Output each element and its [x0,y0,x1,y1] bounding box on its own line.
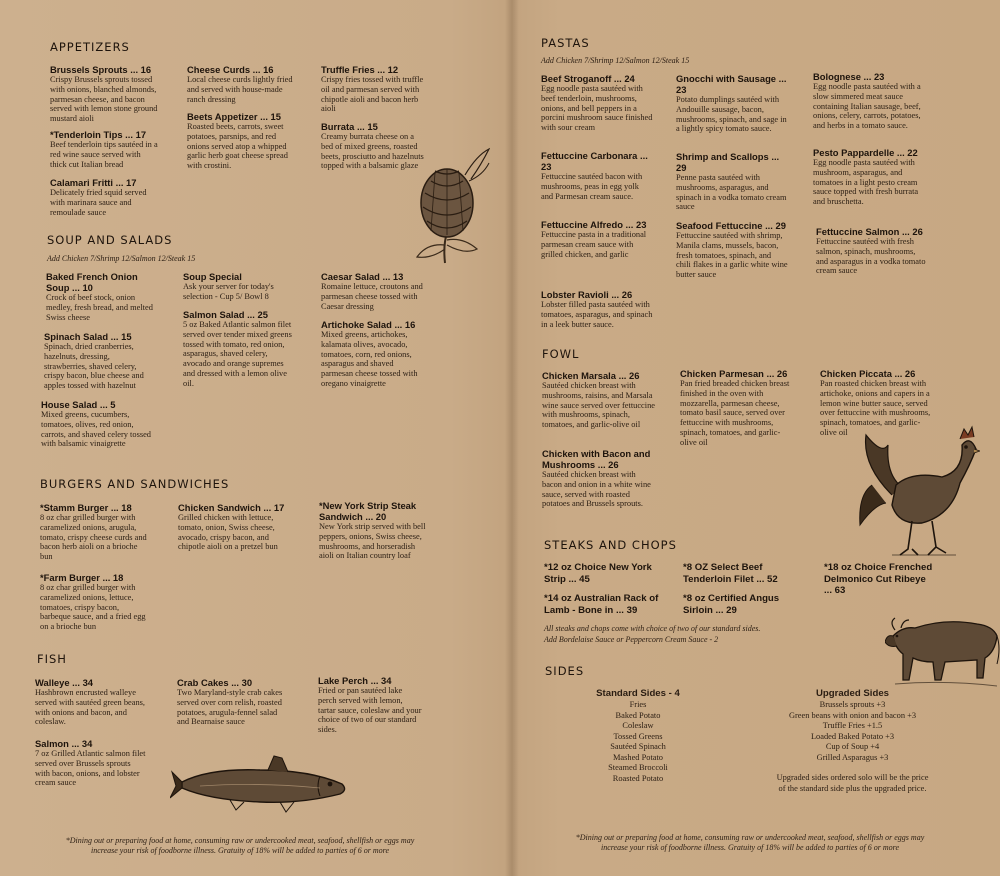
menu-item [178,502,290,552]
item-name: *Stamm Burger ... 18 [40,502,132,513]
menu-item [321,64,425,114]
side-item: Loaded Baked Potato +3 [810,731,895,741]
side-item: Truffle Fries +1.5 [822,721,883,730]
pastas-add-note: Add Chicken 7/Shrimp 12/Salmon 12/Steak 15 [541,56,690,65]
item-desc: Mixed greens, cucumbers, tomatoes, olives, red onion, carrots, and shaved celery tossed with balsamic vinaigrette [41,410,151,449]
side-item: Grilled Asparagus +3 [816,752,889,762]
side-item: Green beans with onion and bacon +3 [788,710,917,720]
side-item: Baked Potato [615,710,661,720]
item-name: Baked French Onion Soup ... 10 [46,271,138,293]
item-name: Truffle Fries ... 12 [321,64,399,75]
item-name: Brussels Sprouts ... 16 [50,64,152,75]
item-desc: Pan fried breaded chicken breast finished in the oven with mozzarella, parmesan cheese, tomato basil sauce, served over fettuccine with mushrooms, spinach, tomatoes, and garlic-olive oil [680,379,790,447]
sides-heading: SIDES [545,664,585,678]
item-desc: Pan roasted chicken breast with artichoke, onions and capers in a lemon wine butter sauce, served over fettuccine with mushrooms, spinach, tomatoes, and garlic-olive oil [820,379,931,437]
item-desc: New York strip served with bell peppers, onions, Swiss cheese, mushrooms, and horseradish aioli on Italian country loaf [319,522,426,561]
side-item: Fries [629,700,647,709]
menu-item [177,677,289,727]
side-item: Coleslaw [622,721,654,730]
upgraded-sides-title: Upgraded Sides [815,688,890,699]
item-name: Salmon Salad ... 25 [183,309,268,320]
steak-item: *18 oz Choice Frenched Delmonico Cut Ribeye ... 63 [824,562,933,597]
item-desc: Fettuccine sautéed with shrimp, Manila clams, mussels, bacon, fresh tomatoes, spinach, and chili flakes in a garlic white wine butter sauce [676,231,788,280]
item-desc: Spinach, dried cranberries, hazelnuts, dressing, strawberries, shaved celery, crispy bacon, blue cheese and apples tossed with hazelnut [44,342,144,391]
steak-item: *8 OZ Select Beef Tenderloin Filet ... 52 [683,562,778,585]
menu-item [35,677,145,727]
menu-item [676,151,790,212]
soups-add-note: Add Chicken 7/Shrimp 12/Salmon 12/Steak 15 [47,254,196,263]
steaks-heading: STEAKS AND CHOPS [544,538,677,552]
item-desc: Penne pasta sautéed with mushrooms, asparagus, and spinach in a vodka tomato cream sauce [676,173,787,212]
menu-item [816,226,928,276]
upgraded-sides [770,688,935,794]
disclaimer-right [540,833,960,853]
menu-item [541,73,657,133]
menu-item [676,220,788,280]
item-name: Cheese Curds ... 16 [187,64,274,75]
menu-item [46,271,158,322]
menu-item [542,448,654,509]
item-name: Chicken Piccata ... 26 [820,368,916,379]
menu-item [50,64,160,124]
item-desc: Egg noodle pasta sautéed with a slow simmered meat sauce containing Italian sausage, beef, onions, celery, carrots, potatoes, and herbs in a tomato sauce. [813,82,921,131]
item-desc: Fettuccine sautéed with fresh salmon, spinach, mushrooms, and asparagus in a vodka tomato cream sauce [816,237,926,276]
item-name: Shrimp and Scallops ... 29 [676,151,780,173]
item-name: *New York Strip Steak Sandwich ... 20 [319,500,417,522]
item-desc: 5 oz Baked Atlantic salmon filet served over tender mixed greens tossed with tomato, red onion, asparagus, shaved celery, avocado and orange supremes and dressed with a lemon olive oil. [183,320,292,388]
item-name: Crab Cakes ... 30 [177,677,253,688]
item-name: Walleye ... 34 [35,677,94,688]
side-item: Brussels sprouts +3 [819,700,886,709]
menu-item [50,129,158,169]
item-name: Artichoke Salad ... 16 [321,319,416,330]
menu-item [321,319,425,389]
steak-item: *14 oz Australian Rack of Lamb - Bone in ... 39 [544,593,659,616]
disclaimer-line2: increase your risk of foodborne illness. Gratuity of 18% will be added to parties of 6 or more [90,846,390,855]
item-name: Spinach Salad ... 15 [44,331,132,342]
fish-heading: FISH [37,652,67,666]
item-desc: Delicately fried squid served with marinara sauce and remoulade sauce [50,188,147,217]
side-item: Steamed Broccoli [608,763,668,772]
menu-item [35,738,147,788]
disclaimer-line1: *Dining out or preparing food at home, consuming raw or undercooked meat, seafood, shellfish or eggs may [575,833,925,842]
item-desc: Sautéed chicken breast with bacon and onion in a white wine sauce, served with roasted potatoes and Brussels sprouts. [542,470,651,509]
item-name: Bolognese ... 23 [813,71,885,82]
item-desc: Crispy fries tossed with truffle oil and parmesan served with chipotle aioli and bacon herb aioli [321,75,424,114]
menu-item [541,289,657,329]
item-name: Lobster Ravioli ... 26 [541,289,633,300]
item-name: Seafood Fettuccine ... 29 [676,220,786,231]
item-name: Fettuccine Salmon ... 26 [816,226,923,237]
upgraded-note-1: Upgraded sides ordered solo will be the price [776,773,929,782]
disclaimer-left [40,836,440,856]
item-name: *Farm Burger ... 18 [40,572,124,583]
menu-item [680,368,792,448]
menu-item [813,71,925,131]
item-desc: Fettuccine pasta in a traditional parmesan cream sauce with grilled chicken, and garlic [541,230,647,259]
bull-illustration [885,608,1000,690]
item-name: Chicken Sandwich ... 17 [178,502,285,513]
item-desc: Grilled chicken with lettuce, tomato, onion, Swiss cheese, avocado, crispy bacon, and chipotle aioli on a pretzel bun [178,513,278,552]
item-name: Chicken Parmesan ... 26 [680,368,788,379]
menu-item [542,370,656,430]
appetizers-heading: APPETIZERS [50,40,130,54]
item-desc: Crispy Brussels sprouts tossed with onions, blanched almonds, parmesan cheese, and bacon served with lemon stone ground mustard aioli [50,75,158,124]
soups-heading: SOUP AND SALADS [47,233,173,247]
menu-item [41,399,151,449]
side-item: Mashed Potato [612,752,663,762]
menu-item [187,64,293,104]
menu-item [541,219,651,259]
item-name: Burrata ... 15 [321,121,378,132]
menu-item [40,502,150,562]
item-desc: Roasted beets, carrots, sweet potatoes, parsnips, and red onions served atop a whipped garlic herb goat cheese spread with crostini. [187,122,288,171]
item-desc: Mixed greens, artichokes, kalamata olives, avocado, tomatoes, corn, red onions, asparagus and shaved parmesan cheese tossed with oregano vinaigrette [321,330,418,388]
side-item: Cup of Soup +4 [825,742,880,751]
item-desc: Local cheese curds lightly fried and served with house-made ranch dressing [187,75,293,104]
steak-item: *8 oz Certified Angus Sirloin ... 29 [683,593,780,616]
item-desc: Ask your server for today's selection - Cup 5/ Bowl 8 [183,282,274,301]
menu-item [676,73,792,134]
pastas-heading: PASTAS [541,36,590,50]
menu-item [183,271,301,302]
item-desc: 8 oz char grilled burger with caramelized onions, lettuce, tomatoes, crispy bacon, barbeque sauce, and a fried egg on a brioche bun [40,583,146,632]
item-name: Lake Perch ... 34 [318,675,392,686]
item-name: Calamari Fritti ... 17 [50,177,137,188]
upgraded-note-2: of the standard side plus the upgraded price. [778,783,927,793]
menu-item [40,572,150,632]
menu-item [44,331,154,391]
item-desc: Egg noodle pasta sautéed with beef tenderloin, mushrooms, onions, and bell peppers in a porcini mushroom sauce finished with sour cream [541,84,653,133]
steaks-note-1: All steaks and chops come with choice of two of our standard sides. [544,624,761,633]
item-desc: Fettuccine sautéed bacon with mushrooms, peas in egg yolk and Parmesan cream sauce. [541,172,643,201]
disclaimer-line2: increase your risk of foodborne illness. Gratuity of 18% will be added to parties of 6 or more [600,843,900,852]
item-name: Gnocchi with Sausage ... 23 [676,73,787,95]
menu-item [187,111,295,171]
item-name: House Salad ... 5 [41,399,116,410]
item-desc: Beef tenderloin tips sautéed in a red wine sauce served with thick cut Italian bread [50,140,158,169]
item-desc: Two Maryland-style crab cakes served over corn relish, roasted potatoes, arugula-fennel salad and Bearnaise sauce [177,688,283,727]
burgers-heading: BURGERS AND SANDWICHES [40,477,230,491]
item-name: Beets Appetizer ... 15 [187,111,281,122]
item-name: Beef Stroganoff ... 24 [541,73,635,84]
item-desc: 7 oz Grilled Atlantic salmon filet served over Brussels sprouts with bacon, onions, and lobster cream sauce [35,749,146,788]
fish-illustration [170,752,355,818]
item-desc: Creamy burrata cheese on a bed of mixed greens, roasted beets, prosciutto and hazelnuts topped with a balsamic glaze [321,132,424,171]
steaks-note-2: Add Bordelaise Sauce or Peppercorn Cream Sauce - 2 [544,635,719,644]
item-desc: Romaine lettuce, croutons and parmesan cheese tossed with Caesar dressing [321,282,423,311]
item-desc: Lobster filled pasta sautéed with tomatoes, asparagus, and spinach in a leek butter sauce. [541,300,653,329]
item-name: Fettuccine Carbonara ... 23 [541,150,648,172]
side-item: Roasted Potato [612,773,664,783]
item-name: Salmon ... 34 [35,738,93,749]
menu-item [319,500,427,561]
item-name: Pesto Pappardelle ... 22 [813,147,918,158]
item-desc: Hashbrown encrusted walleye served with sautéed green beans, with onions and bacon, and coleslaw. [35,688,145,727]
menu-item [50,177,160,217]
disclaimer-line1: *Dining out or preparing food at home, consuming raw or undercooked meat, seafood, shellfish or eggs may [65,836,415,845]
item-desc: Crock of beef stock, onion medley, fresh bread, and melted Swiss cheese [46,293,153,322]
steak-item: *12 oz Choice New York Strip ... 45 [544,562,652,585]
side-item: Sautéed Spinach [610,742,666,751]
standard-sides-title: Standard Sides - 4 [596,688,680,699]
item-name: Fettuccine Alfredo ... 23 [541,219,647,230]
menu-item [541,150,653,201]
center-fold [505,0,519,876]
item-desc: 8 oz char grilled burger with caramelized onions, arugula, tomato, crispy cheese curds and bacon herb aioli on a brioche bun [40,513,147,562]
menu-item [813,147,925,207]
rooster-illustration [852,425,980,560]
item-desc: Egg noodle pasta sautéed with mushroom, asparagus, and tomatoes in a light pesto cream sauce topped with fresh burrata and bruschetta. [813,158,919,207]
item-name: Caesar Salad ... 13 [321,271,404,282]
menu-item [183,309,295,389]
item-name: *Tenderloin Tips ... 17 [50,129,147,140]
artichoke-illustration [405,145,490,275]
item-desc: Fried or pan sautéed lake perch served with lemon, tartar sauce, coleslaw and your choice of two of our standard sides. [318,686,422,735]
item-desc: Potato dumplings sautéed with Andouille sausage, bacon, mushrooms, spinach, and sage in a lightly spicy tomato sauce. [676,95,787,134]
item-desc: Sautéed chicken breast with mushrooms, raisins, and Marsala wine sauce served over fettuccine with mushrooms, spinach, tomatoes, and garlic-olive oil [542,381,656,430]
fowl-heading: FOWL [542,347,580,361]
item-name: Chicken with Bacon and Mushrooms ... 26 [542,448,651,470]
item-name: Chicken Marsala ... 26 [542,370,640,381]
menu-item [321,271,425,311]
standard-sides [578,688,698,784]
side-item: Tossed Greens [613,731,663,741]
menu-item [318,675,422,735]
item-name: Soup Special [183,271,242,282]
